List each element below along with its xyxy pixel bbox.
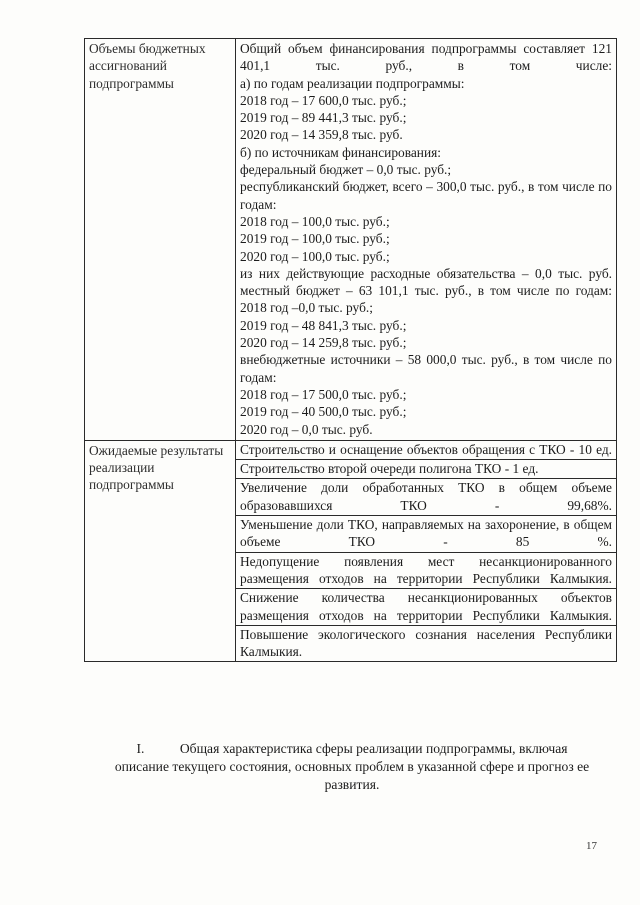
result-item: Снижение количества несанкционированных объектов размещения отходов на территории Республики Калмыкия. <box>236 589 616 626</box>
result-item: Уменьшение доли ТКО, направляемых на захоронение, в общем объеме ТКО - 85 %. <box>236 516 616 553</box>
funding-line: 2019 год – 40 500,0 тыс. руб.; <box>240 404 407 420</box>
results-label: Ожидаемые результаты реализации подпрограммы <box>85 440 236 662</box>
funding-line: 2018 год – 17 600,0 тыс. руб.; <box>240 92 407 108</box>
funding-row <box>85 39 617 441</box>
section-title: Общая характеристика сферы реализации подпрограммы, включая описание текущего состояния, основных проблем в указанной сфере и прогноз ее развития. <box>114 741 590 792</box>
funding-line: Общий объем финансирования подпрограммы составляет 121 401,1 тыс. руб., в том числе: <box>240 41 612 74</box>
section-heading <box>108 740 596 794</box>
funding-line: 2019 год – 48 841,3 тыс. руб.; <box>240 317 407 333</box>
funding-line: местный бюджет – 63 101,1 тыс. руб., в том числе по годам: <box>240 283 612 299</box>
funding-line: 2020 год – 14 259,8 тыс. руб.; <box>240 335 407 351</box>
funding-label: Объемы бюджетных ассигнований подпрограммы <box>85 39 236 441</box>
funding-line: внебюджетные источники – 58 000,0 тыс. руб., в том числе по годам: <box>240 352 612 385</box>
funding-line: 2018 год – 17 500,0 тыс. руб.; <box>240 386 407 402</box>
funding-line: республиканский бюджет, всего – 300,0 тыс. руб., в том числе по годам: <box>240 179 612 212</box>
funding-line: 2020 год – 14 359,8 тыс. руб. <box>240 127 403 143</box>
funding-line: 2018 год – 100,0 тыс. руб.; <box>240 213 390 229</box>
funding-line: 2018 год –0,0 тыс. руб.; <box>240 300 373 316</box>
funding-line: федеральный бюджет – 0,0 тыс. руб.; <box>240 162 452 178</box>
section-number: I. <box>136 741 145 756</box>
funding-line: а) по годам реализации подпрограммы: <box>240 75 465 91</box>
result-item: Строительство второй очереди полигона ТКО - 1 ед. <box>236 460 616 479</box>
result-item: Увеличение доли обработанных ТКО в общем объеме образовавшихся ТКО - 99,68%. <box>236 479 616 516</box>
passport-table <box>84 38 617 662</box>
result-item: Повышение экологического сознания населения Республики Калмыкия. <box>240 626 612 660</box>
result-item: Строительство и оснащение объектов обращения с ТКО - 10 ед. <box>236 441 616 460</box>
funding-line: 2019 год – 89 441,3 тыс. руб.; <box>240 110 407 126</box>
funding-line: б) по источникам финансирования: <box>240 144 442 160</box>
results-row <box>85 440 617 662</box>
funding-values <box>236 39 617 441</box>
results-values <box>236 440 617 662</box>
funding-line: 2019 год – 100,0 тыс. руб.; <box>240 231 390 247</box>
result-item: Недопущение появления мест несанкционированного размещения отходов на территории Республики Калмыкия. <box>236 553 616 590</box>
funding-line: 2020 год – 100,0 тыс. руб.; <box>240 248 390 264</box>
funding-line: из них действующие расходные обязательства – 0,0 тыс. руб. <box>240 265 612 281</box>
funding-line: 2020 год – 0,0 тыс. руб. <box>240 421 373 437</box>
page-number: 17 <box>586 840 597 852</box>
